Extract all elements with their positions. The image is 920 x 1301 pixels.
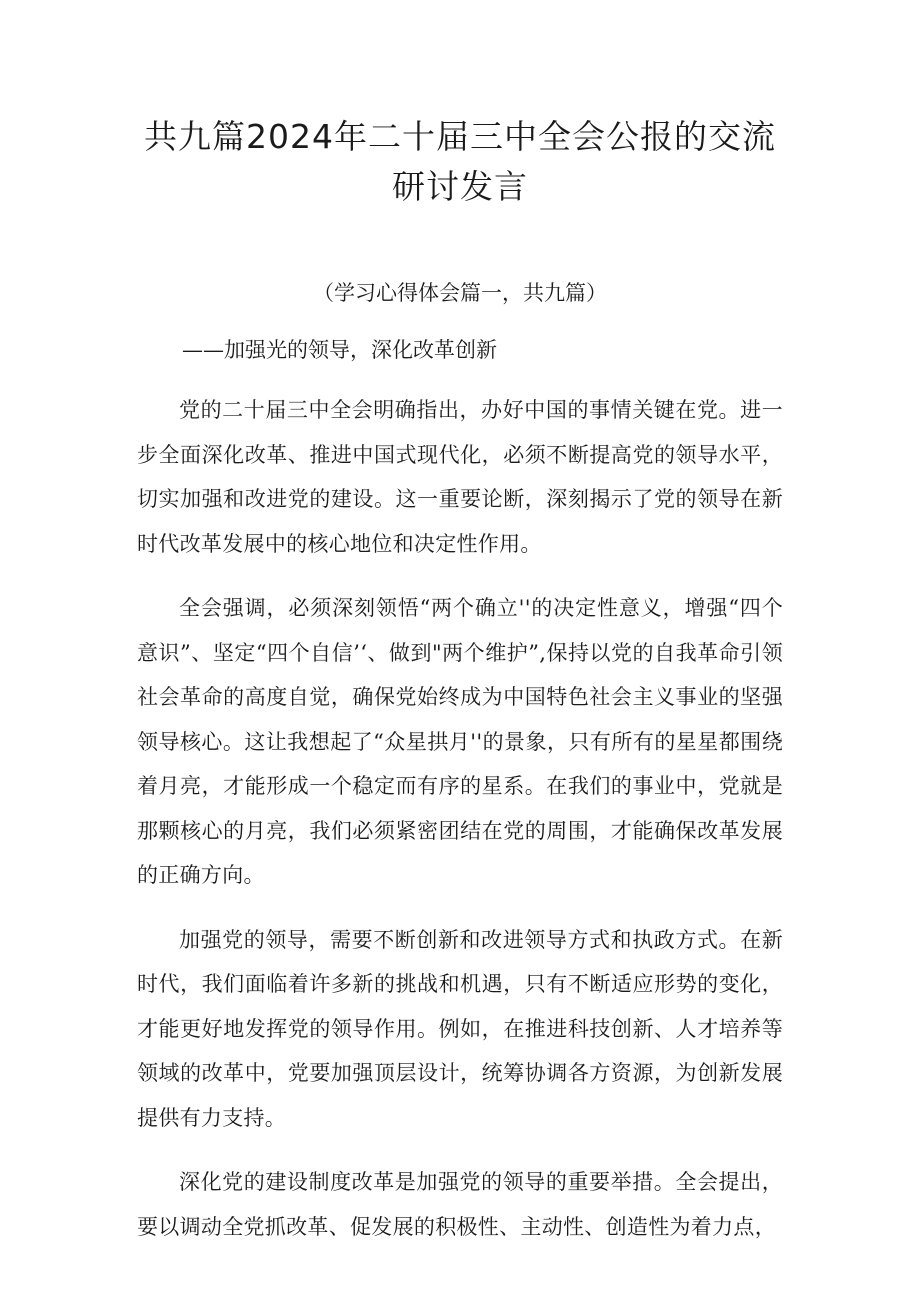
- paragraph: 深化党的建设制度改革是加强党的领导的重要举措。全会提出，要以调动全党抓改革、促发展的积极性、主动性、创造性为着力点，: [137, 1170, 783, 1239]
- document-title: [100, 112, 820, 212]
- document-subtitle: （学习心得体会篇一，共九篇）: [313, 281, 607, 305]
- paragraph: 加强党的领导，需要不断创新和改进领导方式和执政方式。在新时代，我们面临着许多新的挑战和机遇，只有不断适应形势的变化，才能更好地发挥党的领导作用。例如，在推进科技创新、人才培养等领域的改革中，党要加强顶层设计，统筹协调各方资源，为创新发展提供有力支持。: [137, 927, 783, 1130]
- title-line-1: 共九篇2024年二十届三中全会公报的交流: [144, 117, 776, 156]
- document-byline: ——加强光的领导，深化改革创新: [182, 338, 497, 362]
- paragraph: 党的二十届三中全会明确指出，办好中国的事情关键在党。进一步全面深化改革、推进中国式现代化，必须不断提高党的领导水平，切实加强和改进党的建设。这一重要论断，深刻揭示了党的领导在新时代改革发展中的核心地位和决定性作用。: [137, 398, 783, 556]
- title-line-2: 研讨发言: [392, 167, 528, 206]
- paragraph: 全会强调，必须深刻领悟“两个确立''的决定性意义，增强“四个意识”、坚定“四个自信’‘、做到"两个维护”,保持以党的自我革命引领社会革命的高度自觉，确保党始终成为中国特色社会主义事业的坚强领导核心。这让我想起了“众星拱月''的景象，只有所有的星星都围绕着月亮，才能形成一个稳定而有序的星系。在我们的事业中，党就是那颗核心的月亮，我们必须紧密团结在党的周围，才能确保改革发展的正确方向。: [137, 596, 783, 887]
- document-body: [137, 388, 783, 1269]
